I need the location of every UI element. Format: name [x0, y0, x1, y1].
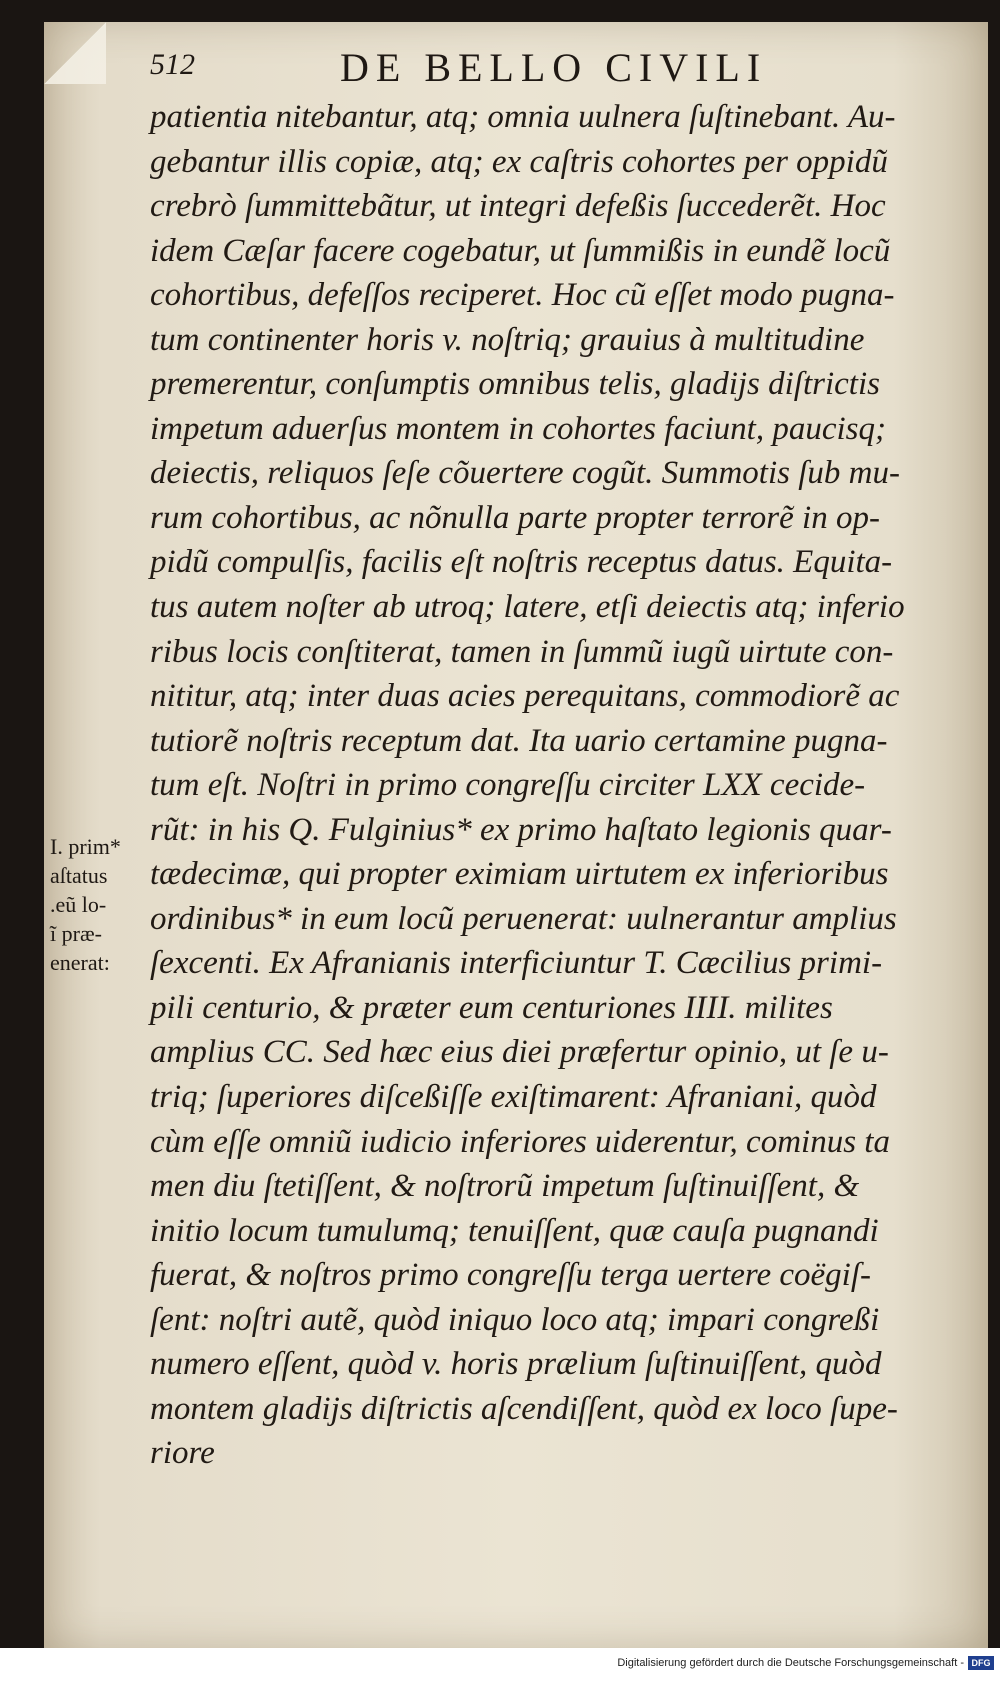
text-line: idem Cæſar facere cogebatur, ut ſummißis in eundẽ locũ — [150, 232, 891, 269]
text-line: impetum aduerſus montem in cohortes faciunt, paucisq; — [150, 410, 886, 447]
text-line: pidũ compulſis, facilis eſt noſtris receptus datus. Equita- — [150, 544, 893, 581]
footer-credit: Digitalisierung gefördert durch die Deutsche Forschungsgemeinschaft - — [617, 1657, 964, 1669]
text-line: gebantur illis copiæ, atq; ex caſtris cohortes per oppidũ — [150, 143, 888, 180]
body-text — [150, 95, 940, 1476]
margin-note-line: enerat: — [50, 950, 110, 975]
text-line: fuerat, & noſtros primo congreſſu terga uertere coëgiſ- — [150, 1257, 872, 1294]
dfg-logo: DFG — [968, 1656, 994, 1670]
running-head: DE BELLO CIVILI — [340, 45, 768, 90]
text-line: tutiorẽ noſtris receptum dat. Ita uario certamine pugna- — [150, 722, 888, 759]
digitization-footer — [0, 1648, 1000, 1681]
text-line: ſent: noſtri autẽ, quòd iniquo loco atq; impari congreßi — [150, 1301, 880, 1338]
margin-notes — [50, 832, 150, 977]
text-line: tum continenter horis v. noſtriq; grauius à multitudine — [150, 321, 865, 358]
text-line: ribus locis conſtiterat, tamen in ſummũ iugũ uirtute con- — [150, 633, 894, 670]
margin-note-line: I. prim* — [50, 834, 121, 859]
text-line: triq; ſuperiores diſceßiſſe exiſtimarent: Afraniani, quòd — [150, 1079, 877, 1116]
page-number: 512 — [150, 48, 195, 81]
margin-note-line: .eũ lo- — [50, 892, 107, 917]
text-line: cohortibus, defeſſos reciperet. Hoc cũ eſſet modo pugna- — [150, 277, 895, 314]
page-header — [150, 44, 810, 94]
text-line: tus autem noſter ab utroq; latere, etſi deiectis atq; inferio — [150, 589, 905, 626]
text-line: numero eſſent, quòd v. horis prælium ſuſtinuiſſent, quòd — [150, 1346, 882, 1383]
text-line: men diu ſtetiſſent, & noſtrorũ impetum ſuſtinuiſſent, & — [150, 1168, 860, 1205]
text-line: rum cohortibus, ac nõnulla parte propter terrorẽ in op- — [150, 499, 880, 536]
margin-note-line: ĩ præ- — [50, 921, 102, 946]
text-line: crebrò ſummittebãtur, ut integri defeßis ſuccederẽt. Hoc — [150, 188, 886, 225]
text-line: montem gladijs diſtrictis aſcendiſſent, quòd ex loco ſupe- — [150, 1390, 898, 1427]
text-line: initio locum tumulumq; tenuiſſent, quæ cauſa pugnandi — [150, 1212, 879, 1249]
text-line: cùm eſſe omniũ iudicio inferiores uiderentur, cominus ta — [150, 1123, 890, 1160]
text-line: patientia nitebantur, atq; omnia uulnera ſuſtinebant. Au- — [150, 99, 896, 135]
text-line: ſexcenti. Ex Afranianis interficiuntur T. Cæcilius primi- — [150, 945, 883, 982]
text-line: tum eſt. Noſtri in primo congreſſu circiter LXX cecide- — [150, 767, 866, 804]
text-line: deiectis, reliquos ſeſe cõuertere cogũt. Summotis ſub mu- — [150, 455, 900, 492]
text-line: nititur, atq; inter duas acies perequitans, commodiorẽ ac — [150, 678, 900, 715]
text-line: rũt: in his Q. Fulginius* ex primo haſtato legionis quar- — [150, 811, 892, 848]
text-line: tædecimæ, qui propter eximiam uirtutem ex inferioribus — [150, 856, 889, 893]
text-line: pili centurio, & præter eum centuriones IIII. milites — [150, 989, 833, 1026]
folded-corner — [44, 22, 106, 84]
text-line: riore — [150, 1435, 215, 1472]
margin-note-line: aſtatus — [50, 863, 108, 888]
text-line: amplius CC. Sed hæc eius diei præfertur opinio, ut ſe u- — [150, 1034, 889, 1071]
text-line: premerentur, conſumptis omnibus telis, gladijs diſtrictis — [150, 366, 880, 403]
text-line: ordinibus* in eum locũ peruenerat: uulnerantur amplius — [150, 900, 897, 937]
